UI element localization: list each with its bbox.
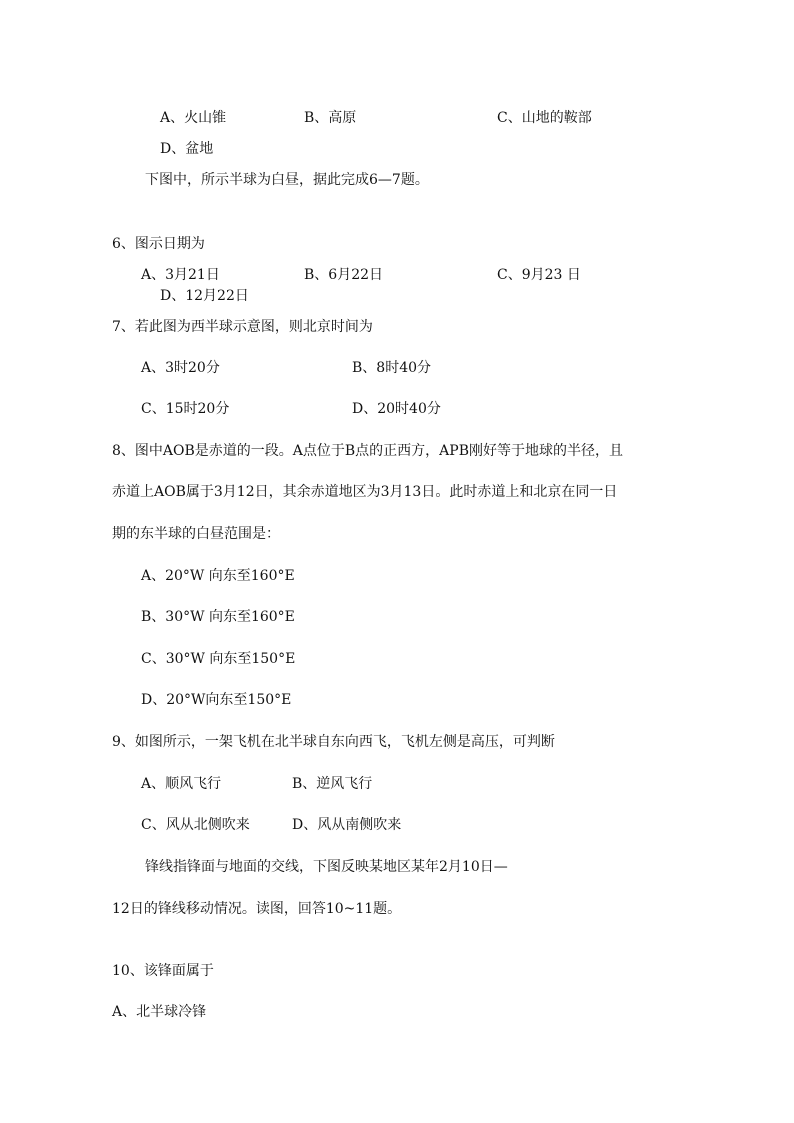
q6-option-b: B、6月22日 [304,267,384,283]
intro-10-11-line1: 锋线指锋面与地面的交线，下图反映某地区某年2月10日— [145,859,508,875]
q7-stem: 7、若此图为西半球示意图，则北京时间为 [112,319,373,335]
q9-option-a: A、顺风飞行 [141,776,222,792]
q8-stem-line2: 赤道上AOB属于3月12日，其余赤道地区为3月13日。此时赤道上和北京在同一日 [112,484,618,500]
q9-option-c: C、风从北侧吹来 [141,817,250,833]
q9-option-b: B、逆风飞行 [292,776,373,792]
q8-option-a: A、20°W 向东至160°E [141,568,295,584]
q9-option-d: D、风从南侧吹来 [292,817,402,833]
q5-option-d: D、盆地 [160,141,214,157]
q6-option-d: D、12月22日 [160,288,249,304]
q10-stem: 10、该锋面属于 [112,963,214,979]
q6-option-c: C、9月23 日 [497,267,581,283]
q7-option-b: B、8时40分 [352,360,432,376]
q8-option-c: C、30°W 向东至150°E [141,651,296,667]
q5-option-a: A、火山锥 [160,110,227,126]
q5-option-c: C、山地的鞍部 [497,110,592,126]
q6-option-a: A、3月21日 [141,267,220,283]
q10-option-a: A、北半球冷锋 [112,1004,207,1020]
q8-stem-line1: 8、图中AOB是赤道的一段。A点位于B点的正西方，APB刚好等于地球的半径，且 [112,443,623,459]
q9-stem: 9、如图所示，一架飞机在北半球自东向西飞，飞机左侧是高压，可判断 [112,734,555,750]
q7-option-a: A、3时20分 [141,360,220,376]
q5-option-b: B、高原 [304,110,357,126]
q7-option-c: C、15时20分 [141,401,230,417]
q8-option-b: B、30°W 向东至160°E [141,609,295,625]
q8-stem-line3: 期的东半球的白昼范围是： [112,526,280,542]
q7-option-d: D、20时40分 [352,401,441,417]
intro-10-11-line2: 12日的锋线移动情况。读图，回答10~11题。 [112,901,402,917]
q8-option-d: D、20°W向东至150°E [141,692,292,708]
intro-6-7: 下图中，所示半球为白昼，据此完成6—7题。 [145,172,429,188]
q6-stem: 6、图示日期为 [112,236,205,252]
